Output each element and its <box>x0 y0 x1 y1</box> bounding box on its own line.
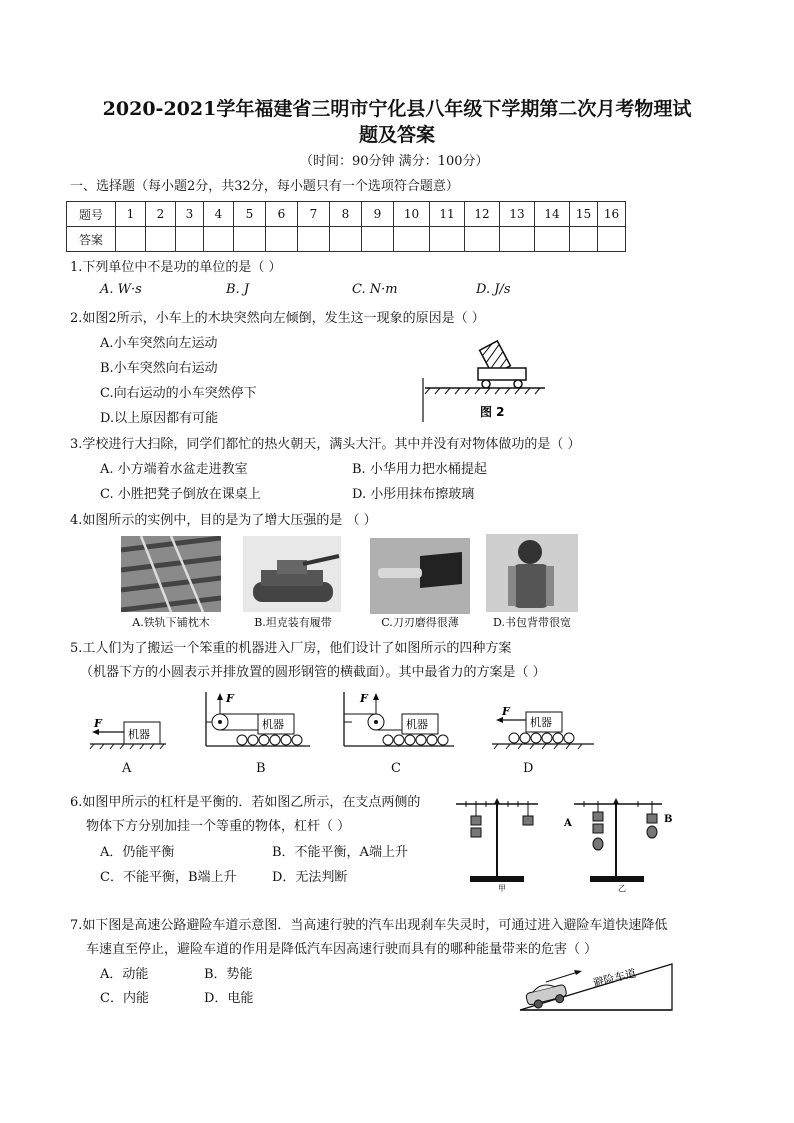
question-6-option-a: A．仍能平衡 <box>100 845 175 860</box>
answer-cell <box>330 227 362 252</box>
force-label: F <box>360 692 368 705</box>
table-row <box>67 227 626 252</box>
answer-cell <box>234 227 266 252</box>
answer-table <box>66 201 626 252</box>
page-title-continued: 题及答案 <box>358 124 435 146</box>
question-2-stem: 2.如图2所示，小车上的木块突然向左倾倒，发生这一现象的原因是（ ） <box>70 311 485 326</box>
table-header-label: 题号 <box>67 202 116 227</box>
answer-cell <box>465 227 500 252</box>
question-6-stem: 6.如图甲所示的杠杆是平衡的．若如图乙所示，在支点两侧的 <box>70 795 421 810</box>
figure-label-yi: 乙 <box>618 884 626 892</box>
table-cell: 6 <box>266 202 298 227</box>
question-7-stem: 7.如下图是高速公路避险车道示意图．当高速行驶的汽车出现刹车失灵时，可通过进入避险车道快速降低 <box>70 918 668 933</box>
table-cell: 3 <box>176 202 204 227</box>
question-3-option-a: A. 小方端着水盆走进教室 <box>100 462 248 477</box>
section-heading: 一、选择题（每小题2分，共32分，每小题只有一个选项符合题意） <box>70 179 459 194</box>
table-cell: 5 <box>234 202 266 227</box>
table-cell: 8 <box>330 202 362 227</box>
table-cell: 1 <box>116 202 146 227</box>
figure-label: 图 2 <box>480 405 505 419</box>
answer-cell <box>298 227 330 252</box>
end-label-b: B <box>664 814 673 825</box>
caption-a: A.铁轨下铺枕木 <box>132 616 210 629</box>
question-5-stem-continued: （机器下方的小圆表示并排放置的圆形钢管的横截面）。其中最省力的方案是（ ） <box>80 665 546 680</box>
caption-c: C.刀刃磨得很薄 <box>381 616 459 629</box>
question-7-option-c: C．内能 <box>100 991 149 1006</box>
caption-b: B.坦克装有履带 <box>254 616 332 629</box>
lever-figure-jia <box>452 792 542 892</box>
scheme-b-label: B <box>256 761 266 776</box>
wheel <box>482 380 490 388</box>
question-7-option-a: A．动能 <box>100 967 149 982</box>
end-label-a: A <box>564 818 572 829</box>
machine-label: 机器 <box>262 718 284 731</box>
tank-photo <box>243 536 341 612</box>
table-answer-label: 答案 <box>67 227 116 252</box>
question-3-stem: 3.学校进行大扫除，同学们都忙的热火朝天，满头大汗。其中并没有对物体做功的是（ ） <box>70 437 581 452</box>
cart-body <box>478 368 526 380</box>
table-cell: 12 <box>465 202 500 227</box>
page-title: 2020-2021学年福建省三明市宁化县八年级下学期第二次月考物理试 <box>102 98 692 120</box>
caption-d: D.书包背带很宽 <box>493 616 571 629</box>
table-cell: 9 <box>362 202 394 227</box>
table-cell: 13 <box>500 202 535 227</box>
question-1-option-d: D. J/s <box>476 282 511 297</box>
question-3-option-d: D. 小彤用抹布擦玻璃 <box>352 487 475 502</box>
figure-label-jia: 甲 <box>498 884 506 892</box>
question-6-option-c: C．不能平衡，B端上升 <box>100 870 237 885</box>
question-2-option-d: D.以上原因都有可能 <box>100 411 219 426</box>
backpack-photo <box>486 534 578 612</box>
question-1-stem: 1.下列单位中不是功的单位的是（ ） <box>70 260 282 275</box>
force-label: F <box>94 717 102 730</box>
railway-sleepers-photo <box>121 536 221 612</box>
answer-cell <box>598 227 626 252</box>
scheme-d-label: D <box>523 761 534 776</box>
answer-cell <box>430 227 465 252</box>
question-2-option-c: C.向右运动的小车突然停下 <box>100 386 257 401</box>
table-cell: 11 <box>430 202 465 227</box>
force-label: F <box>502 705 510 718</box>
table-cell: 16 <box>598 202 626 227</box>
question-3-option-c: C. 小胜把凳子倒放在课桌上 <box>100 487 261 502</box>
scheme-d-figure <box>490 704 600 752</box>
answer-cell <box>176 227 204 252</box>
scheme-c-label: C <box>391 761 401 776</box>
question-1-option-b: B. J <box>226 282 250 297</box>
exam-info: （时间：90分钟 满分：100分） <box>300 154 489 169</box>
question-2-option-b: B.小车突然向右运动 <box>100 361 218 376</box>
question-7-option-b: B．势能 <box>204 967 253 982</box>
escape-lane-figure <box>516 962 676 1014</box>
question-7-option-d: D．电能 <box>204 991 254 1006</box>
table-row <box>67 202 626 227</box>
table-cell: 4 <box>204 202 234 227</box>
answer-cell <box>116 227 146 252</box>
machine-label: 机器 <box>406 718 428 731</box>
force-label: F <box>226 692 234 705</box>
lever-figure-yi <box>562 792 682 892</box>
question-1-option-a: A. W·s <box>100 282 142 297</box>
table-cell: 10 <box>394 202 430 227</box>
question-6-option-d: D．无法判断 <box>272 870 348 885</box>
question-6-stem-continued: 物体下方分别加挂一个等重的物体，杠杆（ ） <box>86 819 351 834</box>
question-6-option-b: B．不能平衡，A端上升 <box>272 845 408 860</box>
machine-label: 机器 <box>128 728 150 741</box>
scheme-c-figure <box>340 690 458 752</box>
scheme-a-figure <box>88 712 168 752</box>
escape-lane-label: 避险车道 <box>591 966 638 990</box>
answer-cell <box>394 227 430 252</box>
table-cell: 14 <box>535 202 570 227</box>
scheme-a-label: A <box>122 761 132 776</box>
table-cell: 15 <box>570 202 598 227</box>
answer-cell <box>204 227 234 252</box>
answer-cell <box>146 227 176 252</box>
answer-cell <box>570 227 598 252</box>
answer-cell <box>500 227 535 252</box>
table-cell: 7 <box>298 202 330 227</box>
question-2-option-a: A.小车突然向左运动 <box>100 336 218 351</box>
knife-photo <box>370 538 470 614</box>
answer-cell <box>266 227 298 252</box>
question-1-option-c: C. N·m <box>352 282 398 297</box>
question-3-option-b: B. 小华用力把水桶提起 <box>352 462 487 477</box>
table-cell: 2 <box>146 202 176 227</box>
machine-label: 机器 <box>530 716 552 729</box>
answer-cell <box>362 227 394 252</box>
question-5-stem: 5.工人们为了搬运一个笨重的机器进入厂房，他们设计了如图所示的四种方案 <box>70 641 512 656</box>
question-4-stem: 4.如图所示的实例中，目的是为了增大压强的是 （ ） <box>70 513 377 528</box>
wheel <box>514 380 522 388</box>
answer-cell <box>535 227 570 252</box>
question-7-stem-continued: 车速直至停止，避险车道的作用是降低汽车因高速行驶而具有的哪种能量带来的危害（ ） <box>86 942 598 957</box>
scheme-b-figure <box>202 690 314 752</box>
cart-figure <box>420 330 550 425</box>
